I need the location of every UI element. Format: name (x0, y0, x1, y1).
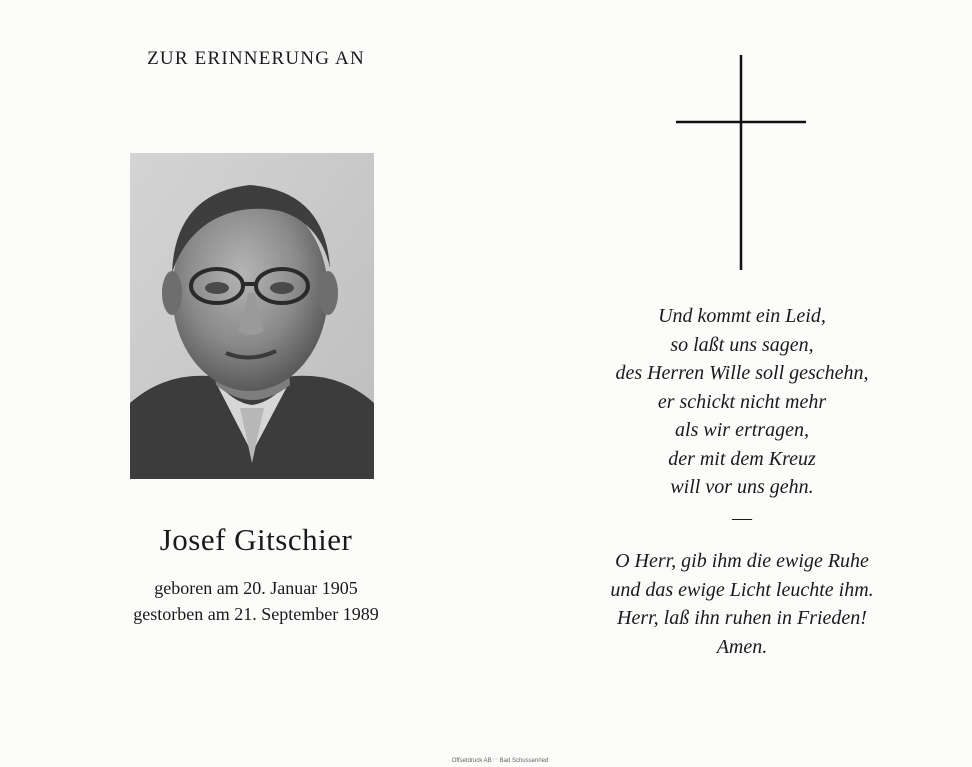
birth-date: geboren am 20. Januar 1905 (154, 578, 358, 598)
cross-icon (676, 55, 806, 270)
prayer-line: O Herr, gib ihm die ewige Ruhe (615, 550, 869, 572)
deceased-name: Josef Gitschier (159, 522, 353, 557)
portrait-photo (130, 153, 374, 479)
poem-line: will vor uns gehn. (670, 476, 814, 498)
poem (512, 302, 972, 502)
memorial-heading: ZUR ERINNERUNG AN (147, 48, 365, 69)
poem-line: er schickt nicht mehr (657, 390, 827, 413)
poem-line: so laßt uns sagen, (670, 333, 814, 356)
prayer (512, 547, 972, 661)
portrait-image (130, 153, 374, 479)
prayer-line: Amen. (716, 635, 768, 658)
life-dates (0, 575, 512, 627)
prayer-line: und das ewige Licht leuchte ihm. (610, 578, 874, 601)
printer-imprint: Offsetdruck AB⁻⁻ Bad Schussenried (451, 758, 549, 764)
death-date: gestorben am 21. September 1989 (133, 604, 379, 624)
poem-line: als wir ertragen, (675, 419, 809, 441)
separator-dash: — (732, 507, 752, 529)
prayer-line: Herr, laß ihn ruhen in Frieden! (617, 607, 867, 629)
poem-line: der mit dem Kreuz (668, 447, 816, 470)
poem-line: des Herren Wille soll geschehn, (615, 362, 869, 384)
poem-line: Und kommt ein Leid, (658, 305, 826, 327)
